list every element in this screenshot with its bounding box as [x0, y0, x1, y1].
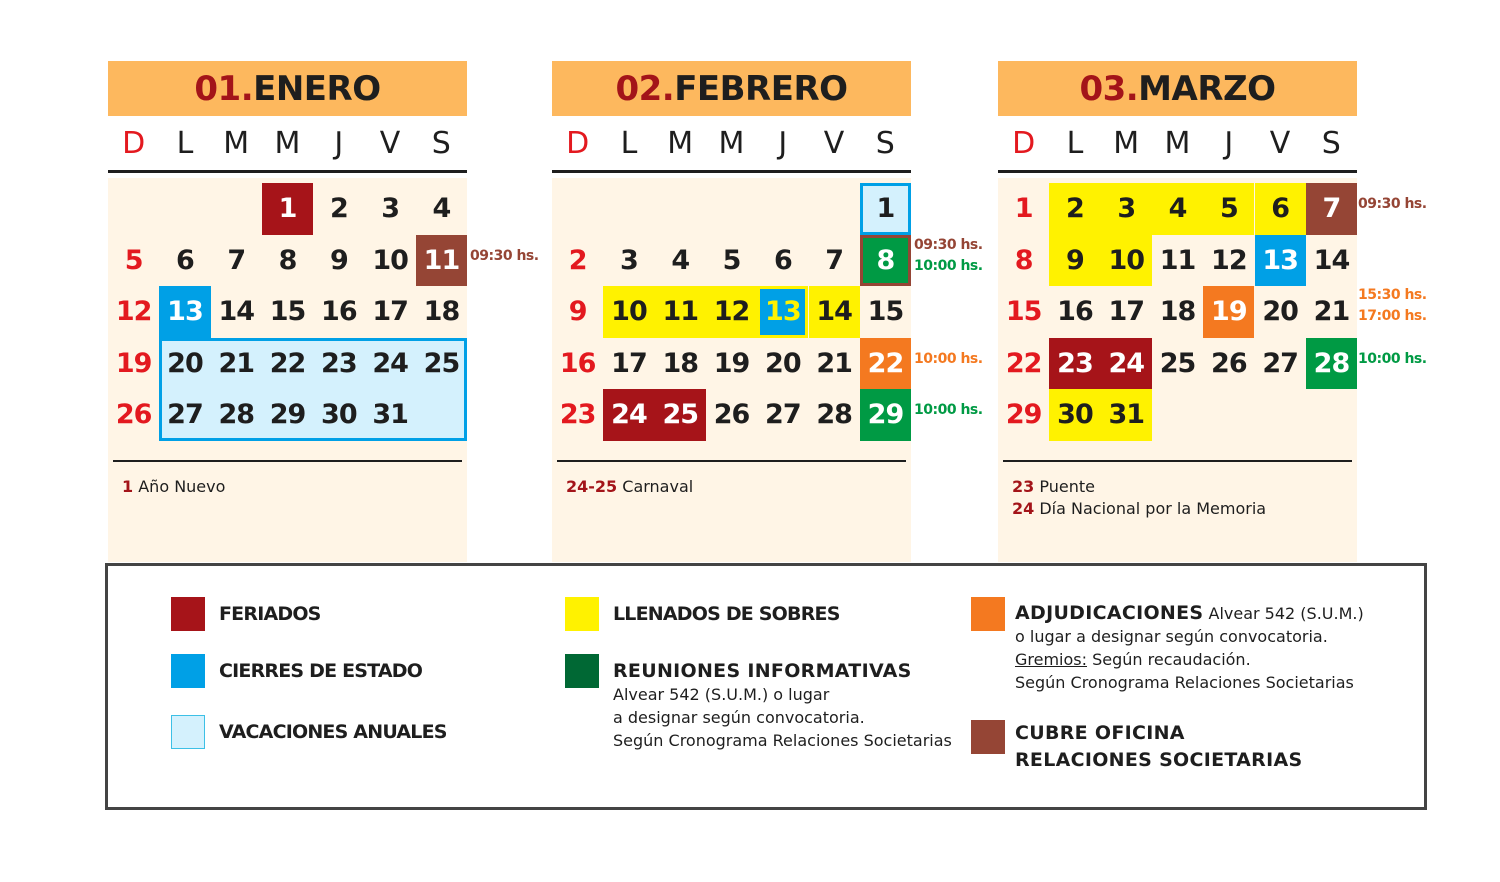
day-cell[interactable]: 21	[218, 347, 255, 379]
month-marzo	[998, 61, 1427, 562]
day-cell[interactable]: 16	[321, 296, 357, 328]
day-cell[interactable]: 20	[167, 347, 203, 379]
month-name: MARZO	[1138, 69, 1276, 109]
legend-label	[219, 715, 447, 749]
day-cell[interactable]: 7	[227, 244, 246, 276]
weekday-m: M	[667, 125, 694, 161]
day-cell[interactable]: 7	[1306, 183, 1357, 235]
note	[1012, 498, 1266, 520]
divider	[557, 460, 906, 462]
day-cell[interactable]: 1	[860, 183, 911, 235]
day-cell[interactable]: 12	[1211, 244, 1247, 276]
day-cell[interactable]: 15	[1005, 296, 1042, 328]
note-day: 23	[1012, 477, 1035, 496]
day-cell[interactable]: 20	[765, 347, 801, 379]
legend-label	[1015, 720, 1302, 774]
day-cell[interactable]: 25	[1159, 347, 1196, 379]
weekday-m2: M	[718, 125, 745, 161]
month-title	[108, 61, 467, 116]
legend-title: REUNIONES INFORMATIVAS	[613, 660, 912, 682]
legend-detail: o lugar a designar según convocatoria.	[1015, 627, 1328, 646]
day-cell[interactable]: 4	[671, 244, 690, 276]
legend-detail: Según Cronograma Relaciones Societarias	[1015, 673, 1354, 692]
day-cell[interactable]: 28	[1306, 338, 1357, 390]
day-cell[interactable]: 4	[1152, 183, 1203, 235]
time-label: 10:00 hs.	[1358, 351, 1427, 367]
day-cell[interactable]: 2	[329, 193, 348, 225]
legend-detail	[1015, 648, 1364, 671]
legend-title: VACACIONES ANUALES	[219, 721, 447, 743]
month-number: 01.	[194, 69, 254, 109]
vacaciones-swatch-icon	[171, 715, 205, 749]
weekday-s: S	[431, 125, 451, 161]
day-cell[interactable]: 14	[809, 286, 860, 338]
note-day: 24	[1012, 499, 1035, 518]
legend-title: CUBRE OFICINA	[1015, 722, 1185, 744]
reuniones-swatch-icon	[565, 654, 599, 688]
day-cell[interactable]: 11	[655, 286, 706, 338]
day-cell[interactable]: 13	[1255, 235, 1306, 287]
cierres-swatch-icon	[171, 654, 205, 688]
weekday-header	[108, 116, 467, 173]
day-cell[interactable]: 10	[603, 286, 654, 338]
adjudicaciones-swatch-icon	[971, 597, 1005, 631]
weekday-m2: M	[1164, 125, 1191, 161]
day-cell[interactable]: 8	[1014, 244, 1033, 276]
weekday-s: S	[875, 125, 895, 161]
day-cell[interactable]: 11	[1159, 244, 1196, 276]
month-name: FEBRERO	[674, 69, 848, 109]
day-cell[interactable]: 24	[603, 389, 654, 441]
legend-title: RELACIONES SOCIETARIAS	[1015, 749, 1303, 771]
day-cell[interactable]: 1	[262, 183, 313, 235]
day-cell[interactable]: 18	[662, 347, 699, 379]
weekday-d: D	[566, 125, 590, 161]
day-cell[interactable]: 3	[381, 193, 400, 225]
legend-item-vacaciones	[171, 715, 447, 749]
time-label: 09:30 hs.	[1358, 196, 1427, 212]
day-cell[interactable]: 24	[372, 347, 408, 379]
day-cell[interactable]: 30	[1049, 389, 1100, 441]
day-cell[interactable]: 21	[816, 347, 852, 379]
legend-item-reuniones	[565, 654, 952, 752]
gremios-label: Gremios:	[1015, 650, 1088, 669]
day-cell[interactable]: 12	[706, 286, 757, 338]
legend-item-sobres	[565, 597, 840, 631]
month-title	[998, 61, 1357, 116]
day-cell[interactable]: 15	[867, 296, 904, 328]
day-cell[interactable]: 19	[1203, 286, 1254, 338]
day-cell[interactable]: 27	[1262, 347, 1298, 379]
note-text: Día Nacional por la Memoria	[1039, 499, 1267, 518]
day-cell[interactable]: 2	[1049, 183, 1100, 235]
weekday-v: V	[823, 125, 845, 161]
day-cell[interactable]: 22	[1005, 347, 1042, 379]
legend-detail: Alvear 542 (S.U.M.)	[1203, 604, 1364, 623]
weekday-m: M	[1113, 125, 1140, 161]
day-cell[interactable]: 6	[773, 244, 792, 276]
weekday-l: L	[620, 125, 638, 161]
weekday-v: V	[1269, 125, 1291, 161]
time-label: 10:00 hs.	[914, 258, 983, 274]
day-cell[interactable]: 11	[416, 235, 467, 287]
day-cell[interactable]: 31	[372, 399, 408, 431]
cubre-swatch-icon	[971, 720, 1005, 754]
legend-detail: Según Cronograma Relaciones Societarias	[613, 731, 952, 750]
day-cell[interactable]: 9	[329, 244, 348, 276]
time-label: 10:00 hs.	[914, 402, 983, 418]
day-cell[interactable]: 4	[432, 193, 451, 225]
legend-item-adjudicaciones	[971, 597, 1364, 694]
legend-label	[219, 597, 321, 631]
day-cell[interactable]: 3	[620, 244, 638, 276]
day-cell[interactable]: 8	[860, 235, 911, 287]
day-cell[interactable]: 1	[1014, 193, 1033, 225]
day-cell[interactable]: 6	[1255, 183, 1306, 235]
day-cell[interactable]: 21	[1313, 296, 1350, 328]
weekday-s: S	[1321, 125, 1341, 161]
legend-title: FERIADOS	[219, 603, 321, 625]
month-title	[552, 61, 911, 116]
legend-item-cierres	[171, 654, 422, 688]
legend-label	[1015, 597, 1364, 694]
weekday-m2: M	[274, 125, 301, 161]
weekday-l: L	[176, 125, 194, 161]
note	[1012, 476, 1266, 498]
month-panel	[998, 178, 1427, 562]
day-cell[interactable]: 3	[1101, 183, 1152, 235]
legend-title: CIERRES DE ESTADO	[219, 660, 423, 682]
day-cell[interactable]: 8	[278, 244, 297, 276]
weekday-j: J	[1224, 125, 1234, 161]
day-cell[interactable]: 23	[1049, 338, 1100, 390]
note	[566, 476, 693, 498]
day-cell[interactable]: 26	[1211, 347, 1247, 379]
weekday-d: D	[1012, 125, 1036, 161]
day-cell[interactable]: 13	[757, 286, 808, 338]
day-cell[interactable]: 18	[423, 296, 460, 328]
day-cell[interactable]: 26	[115, 399, 152, 431]
time-label: 09:30 hs.	[914, 237, 983, 253]
day-cell[interactable]: 20	[1262, 296, 1298, 328]
time-label: 09:30 hs.	[470, 248, 539, 264]
day-cell[interactable]: 25	[423, 347, 460, 379]
divider	[113, 460, 462, 462]
gremios-text: Según recaudación.	[1087, 650, 1251, 669]
month-febrero	[552, 61, 983, 562]
legend-title: ADJUDICACIONES	[1015, 602, 1204, 624]
day-cell[interactable]: 25	[655, 389, 706, 441]
day-cell[interactable]: 28	[218, 399, 255, 431]
day-cell[interactable]: 14	[1313, 244, 1350, 276]
legend-label	[613, 654, 952, 752]
day-cell[interactable]: 30	[321, 399, 357, 431]
month-number: 03.	[1079, 69, 1139, 109]
day-cell[interactable]: 31	[1101, 389, 1152, 441]
weekday-header	[552, 116, 911, 173]
day-cell[interactable]: 17	[372, 296, 408, 328]
month-number: 02.	[615, 69, 675, 109]
day-cell[interactable]: 29	[860, 389, 911, 441]
legend-detail: a designar según convocatoria.	[613, 708, 865, 727]
weekday-m: M	[223, 125, 250, 161]
day-cell[interactable]: 22	[269, 347, 306, 379]
legend-label	[219, 654, 422, 688]
holiday-notes	[1012, 476, 1266, 520]
day-cell[interactable]: 24	[1101, 338, 1152, 390]
day-cell[interactable]: 5	[124, 244, 143, 276]
day-cell[interactable]: 28	[816, 399, 852, 431]
holiday-notes	[122, 476, 225, 498]
day-cell[interactable]: 29	[1005, 399, 1042, 431]
legend-title-row	[1015, 601, 1364, 625]
legend-label	[613, 597, 840, 631]
sobres-swatch-icon	[565, 597, 599, 631]
weekday-j: J	[334, 125, 344, 161]
month-enero	[108, 61, 539, 562]
day-cell[interactable]: 19	[713, 347, 750, 379]
note-text: Puente	[1039, 477, 1095, 496]
weekday-header	[998, 116, 1357, 173]
day-cell[interactable]: 9	[568, 296, 587, 328]
day-cell[interactable]: 29	[269, 399, 306, 431]
day-cell[interactable]: 26	[713, 399, 750, 431]
day-cell[interactable]: 13	[159, 286, 210, 338]
time-label: 15:30 hs.	[1358, 287, 1427, 303]
note-day: 1	[122, 477, 134, 496]
note-day: 24-25	[566, 477, 618, 496]
day-cell[interactable]: 5	[722, 244, 741, 276]
day-cell[interactable]: 16	[1057, 296, 1093, 328]
weekday-j: J	[778, 125, 788, 161]
note-text: Año Nuevo	[138, 477, 226, 496]
day-cell[interactable]: 6	[176, 244, 194, 276]
month-panel	[552, 178, 983, 562]
day-cell[interactable]: 19	[115, 347, 152, 379]
legend-item-feriados	[171, 597, 321, 631]
legend-item-cubre	[971, 720, 1302, 774]
day-cell[interactable]: 27	[765, 399, 801, 431]
day-cell[interactable]: 23	[559, 399, 596, 431]
day-cell[interactable]: 17	[1108, 296, 1145, 328]
divider	[1003, 460, 1352, 462]
day-cell[interactable]: 10	[372, 244, 408, 276]
day-cell[interactable]: 10	[1101, 235, 1152, 287]
weekday-v: V	[379, 125, 401, 161]
day-cell[interactable]: 15	[269, 296, 306, 328]
day-cell[interactable]: 27	[167, 399, 203, 431]
day-cell[interactable]: 18	[1159, 296, 1196, 328]
feriados-swatch-icon	[171, 597, 205, 631]
month-name: ENERO	[253, 69, 381, 109]
day-cell[interactable]: 23	[321, 347, 357, 379]
time-label: 17:00 hs.	[1358, 308, 1427, 324]
legend-title: LLENADOS DE SOBRES	[613, 603, 840, 625]
legend	[105, 563, 1427, 810]
month-panel	[108, 178, 539, 562]
time-label: 10:00 hs.	[914, 351, 983, 367]
note-text: Carnaval	[622, 477, 694, 496]
legend-detail: Alvear 542 (S.U.M.) o lugar	[613, 685, 830, 704]
weekday-d: D	[122, 125, 146, 161]
holiday-notes	[566, 476, 693, 498]
day-cell[interactable]: 16	[559, 347, 596, 379]
day-cell[interactable]: 22	[860, 338, 911, 390]
day-cell[interactable]: 7	[825, 244, 844, 276]
day-cell[interactable]: 17	[611, 347, 647, 379]
day-cell[interactable]: 14	[218, 296, 255, 328]
day-cell[interactable]: 5	[1203, 183, 1254, 235]
note	[122, 476, 225, 498]
day-cell[interactable]: 9	[1049, 235, 1100, 287]
day-cell[interactable]: 2	[568, 244, 587, 276]
weekday-l: L	[1066, 125, 1084, 161]
day-cell[interactable]: 12	[115, 296, 152, 328]
